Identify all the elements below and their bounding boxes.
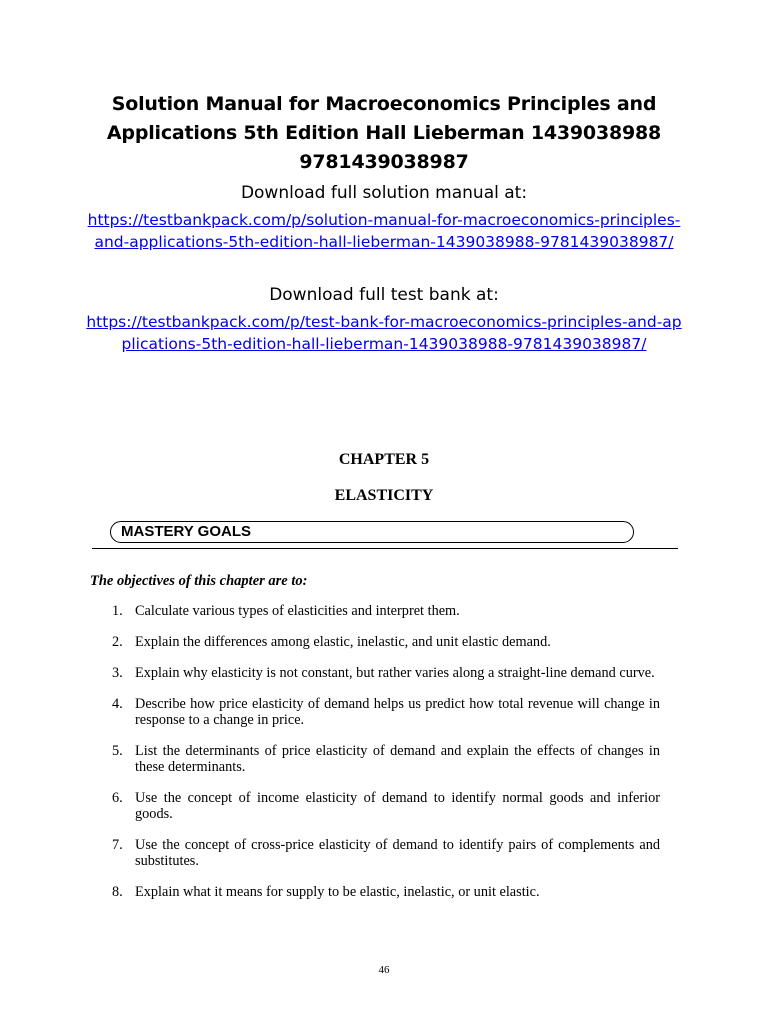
list-item — [92, 884, 660, 900]
item-number: 4. — [112, 696, 123, 712]
mastery-goals-banner — [110, 521, 634, 543]
item-text: Use the concept of income elasticity of demand to identify normal goods and inferior goods. — [135, 790, 660, 822]
solution-download-link[interactable]: https://testbankpack.com/p/solution-manual-for-macroeconomics-principles-and-applications-5th-edition-hall-lieberman-1439038988-9781439038987/ — [87, 211, 681, 251]
item-text: Calculate various types of elasticities and interpret them. — [135, 603, 460, 619]
list-item — [92, 743, 660, 775]
list-item — [92, 696, 660, 728]
mastery-goals-label: MASTERY GOALS — [121, 523, 252, 540]
document-header — [0, 90, 768, 355]
item-number: 3. — [112, 665, 123, 681]
testbank-download-label: Download full test bank at: — [269, 285, 499, 305]
document-title: Solution Manual for Macroeconomics Principles and Applications 5th Edition Hall Lieberman 1439038988 9781439038987 — [106, 93, 662, 173]
item-text: Explain what it means for supply to be elastic, inelastic, or unit elastic. — [135, 884, 540, 900]
list-item — [92, 837, 660, 869]
objectives-intro: The objectives of this chapter are to: — [90, 573, 308, 589]
chapter-heading — [0, 449, 768, 507]
testbank-download-link[interactable]: https://testbankpack.com/p/test-bank-for-macroeconomics-principles-and-applications-5th-edition-hall-lieberman-1439038988-9781439038987/ — [86, 313, 682, 353]
item-number: 8. — [112, 884, 123, 900]
list-item — [92, 665, 660, 681]
item-number: 5. — [112, 743, 123, 759]
item-text: Describe how price elasticity of demand helps us predict how total revenue will change in response to a change in price. — [135, 696, 660, 728]
solution-download-label: Download full solution manual at: — [240, 183, 528, 203]
item-text: Explain the differences among elastic, inelastic, and unit elastic demand. — [135, 634, 551, 650]
objectives-list — [92, 603, 660, 915]
item-number: 1. — [112, 603, 123, 619]
item-text: List the determinants of price elasticity of demand and explain the effects of changes in these determinants. — [135, 743, 660, 775]
list-item — [92, 603, 660, 619]
item-number: 7. — [112, 837, 123, 853]
chapter-number: CHAPTER 5 — [338, 451, 430, 468]
item-text: Explain why elasticity is not constant, but rather varies along a straight-line demand curve. — [135, 665, 655, 681]
item-number: 6. — [112, 790, 123, 806]
section-divider — [92, 548, 678, 549]
chapter-title: ELASTICITY — [334, 487, 434, 504]
list-item — [92, 634, 660, 650]
list-item — [92, 790, 660, 822]
item-text: Use the concept of cross-price elasticity of demand to identify pairs of complements and substitutes. — [135, 837, 660, 869]
page-number: 46 — [378, 964, 390, 976]
item-number: 2. — [112, 634, 123, 650]
